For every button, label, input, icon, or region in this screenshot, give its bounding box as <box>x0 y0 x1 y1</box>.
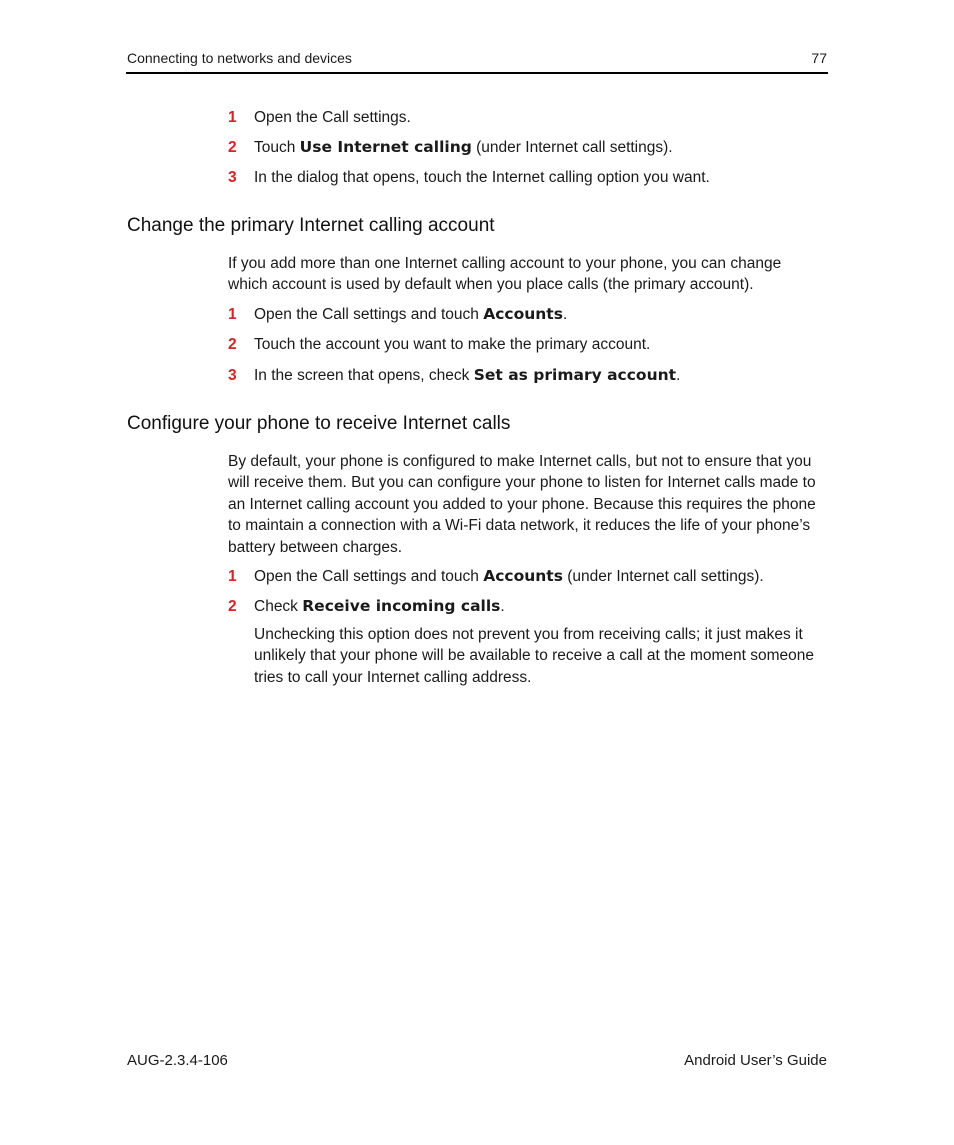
step-text-suffix: . <box>562 306 568 323</box>
note-line: tries to call your Internet calling address. <box>254 668 532 686</box>
step-text: Touch <box>254 139 300 156</box>
step-number: 3 <box>228 169 237 186</box>
step-text-suffix: (under Internet call settings). <box>471 139 673 156</box>
ui-term: Set as primary account <box>473 366 677 384</box>
note-line: Unchecking this option does not prevent you from receiving calls; it just makes it <box>254 626 803 643</box>
paragraph-line: an Internet calling account you added to your phone. Because this requires the phone <box>228 495 816 513</box>
paragraph-line: If you add more than one Internet calling account to your phone, you can change <box>228 255 782 272</box>
paragraph-line: will receive them. But you can configure your phone to listen for Internet calls made to <box>228 474 816 492</box>
section-heading-primary-account: Change the primary Internet calling account <box>127 215 495 236</box>
step-number: 2 <box>228 598 237 615</box>
page-number: 77 <box>811 50 827 66</box>
step-note <box>254 624 814 688</box>
ui-term: Accounts <box>483 305 563 323</box>
step-number: 1 <box>228 109 237 126</box>
footer-doc-code: AUG-2.3.4-106 <box>127 1052 228 1069</box>
step-number: 2 <box>228 336 237 353</box>
step-number: 2 <box>228 139 237 156</box>
section1-paragraph <box>228 253 781 296</box>
step-text-suffix: . <box>676 367 681 384</box>
footer-doc-title: Android User’s Guide <box>684 1052 827 1069</box>
note-line: unlikely that your phone will be available to receive a call at the moment someone <box>254 647 815 665</box>
ui-term: Receive incoming calls <box>302 597 501 615</box>
step-text: In the dialog that opens, touch the Internet calling option you want. <box>254 169 710 186</box>
step-text: In the screen that opens, check <box>254 367 474 384</box>
ui-term: Use Internet calling <box>299 138 472 156</box>
paragraph-line: which account is used by default when you place calls (the primary account). <box>228 276 754 294</box>
step-text: Open the Call settings and touch <box>254 568 484 585</box>
step-text: Check <box>254 598 303 615</box>
step-text-suffix: . <box>500 598 505 615</box>
step-number: 1 <box>228 568 237 585</box>
step-text: Touch the account you want to make the primary account. <box>254 336 651 353</box>
header-rule <box>126 72 828 74</box>
section-heading-receive-calls: Configure your phone to receive Internet calls <box>127 413 511 434</box>
step-text: Open the Call settings. <box>254 109 411 126</box>
section2-paragraph <box>228 451 816 558</box>
step-text-suffix: (under Internet call settings). <box>562 568 764 585</box>
step-text: Open the Call settings and touch <box>254 306 484 323</box>
paragraph-line: to maintain a connection with a Wi-Fi data network, it reduces the life of your phone’s <box>228 517 811 535</box>
step-number: 1 <box>228 306 237 323</box>
step-number: 3 <box>228 367 237 384</box>
running-header-section: Connecting to networks and devices <box>127 50 352 66</box>
paragraph-line: By default, your phone is configured to make Internet calls, but not to ensure that you <box>228 453 812 470</box>
paragraph-line: battery between charges. <box>228 538 403 556</box>
ui-term: Accounts <box>483 567 563 585</box>
